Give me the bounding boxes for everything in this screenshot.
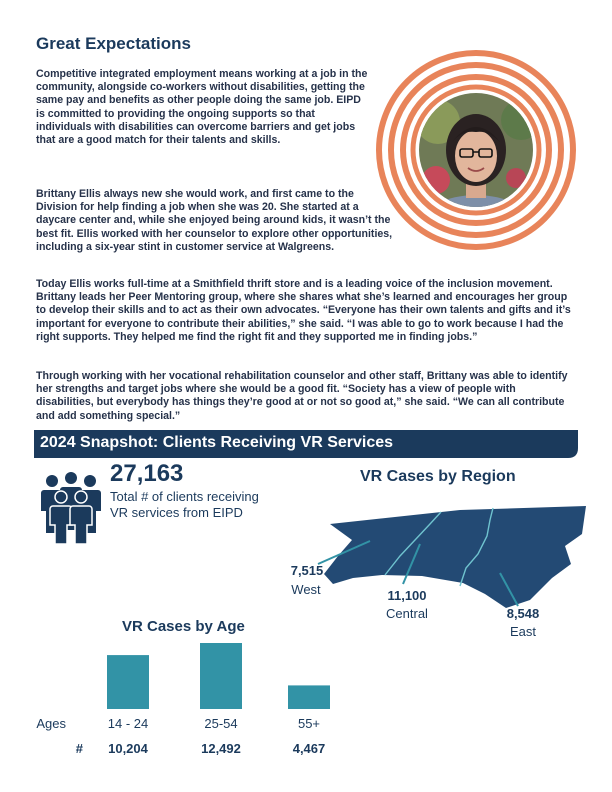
age-bar-chart [36,636,370,776]
article-paragraph-3: Today Ellis works full-time at a Smithfield thrift store and is a leading voice of the inclusion movement. Brittany leads her Peer Mentoring group, where she shares what she’s learned and encourages her group to develop their skills and to act as their own advocates. “Everyone has their own talents and gifts and it’s important for everyone to contribute their abilities,” she said. “I was able to go to work because I had the right supports. They helped me find the right fit and they supported me in finding jobs.” [36,278,571,343]
snapshot-banner [34,430,578,458]
nc-state-shape [324,506,586,608]
region-label-west: West [291,582,321,597]
count-row-label: # [75,741,83,756]
people-group-icon [38,470,104,544]
region-value-west: 7,515 [290,563,324,578]
age-axis-label: Ages [36,716,66,731]
region-value-central: 11,100 [387,588,427,603]
portrait-photo [376,50,576,250]
age-chart-title: VR Cases by Age [122,618,245,635]
article-title: Great Expectations [36,34,191,53]
age-category-label-1: 14 - 24 [107,716,149,731]
age-bar-1 [107,655,149,709]
article-paragraph-4: Through working with her vocational rehabilitation counselor and other staff, Brittany was able to identify her strengths and target jobs where she would be a good fit. “Society has a view of people with disabilities, but everybody has things they’re good at or not so good at,” she said. “We can all contribute and add something special.” [36,370,568,422]
region-label-central: Central [386,606,428,621]
banner-title: 2024 Snapshot: Clients Receiving VR Services [40,434,394,451]
article-paragraph-2: Brittany Ellis always new she would work, and first came to the Division for help finding a job when she was 20. She started at a daycare center and, while she enjoyed being around kids, it wasn’t the best fit. Ellis worked with her counselor to explore other opportunities, including a six-year stint in customer service at Walgreens. [36,188,393,253]
age-category-label-3: 55+ [297,716,321,731]
age-value-label-2: 12,492 [201,741,241,756]
region-chart-title: VR Cases by Region [360,468,516,485]
clients-total-count: 27,163 [110,460,184,487]
region-label-east: East [509,624,536,639]
region-value-east: 8,548 [506,606,540,621]
article-paragraph-1: Competitive integrated employment means working at a job in the community, alongside co-workers without disabilities, getting the same pay and benefits as other people doing the same job. EIPD is committed to providing the ongoing supports so that individuals with disabilities can overcome barriers and get jobs that are a good match for their talents and skills. [36,68,368,147]
age-category-label-2: 25-54 [204,716,238,731]
age-value-label-3: 4,467 [292,741,326,756]
age-bar-2 [200,643,242,709]
age-value-label-1: 10,204 [108,741,148,756]
age-bar-3 [288,685,330,709]
clients-total-description: Total # of clients receiving VR services from EIPD [110,489,259,520]
